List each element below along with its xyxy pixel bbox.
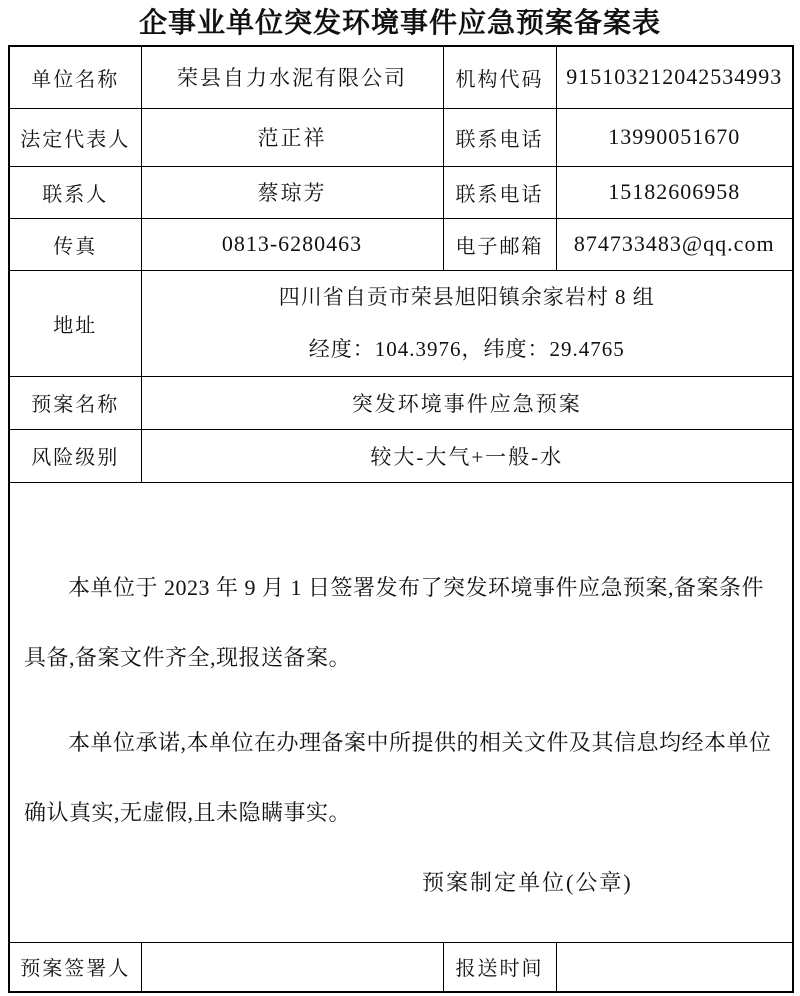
- email-value: 874733483@qq.com: [556, 218, 793, 270]
- signer-label: 预案签署人: [9, 942, 141, 992]
- table-row-address: [9, 270, 793, 376]
- plan-name-label: 预案名称: [9, 376, 141, 429]
- legal-rep-phone-value: 13990051670: [556, 108, 793, 166]
- seal-line: 预案制定单位(公章): [422, 869, 633, 895]
- contact-label: 联系人: [9, 166, 141, 218]
- contact-value: 蔡琼芳: [141, 166, 443, 218]
- declaration-cell: [9, 482, 793, 942]
- org-code-label: 机构代码: [443, 46, 556, 108]
- table-row-fax: [9, 218, 793, 270]
- filing-form-table: [8, 45, 794, 993]
- submit-time-value: [556, 942, 793, 992]
- legal-rep-label: 法定代表人: [9, 108, 141, 166]
- risk-level-label: 风险级别: [9, 429, 141, 482]
- table-row-contact: [9, 166, 793, 218]
- declaration-paragraph-2: 本单位承诺,本单位在办理备案中所提供的相关文件及其信息均经本单位确认真实,无虚假,且未隐瞒事实。: [24, 729, 772, 825]
- address-line1: 四川省自贡市荣县旭阳镇余家岩村 8 组: [278, 285, 655, 309]
- table-row-legal-rep: [9, 108, 793, 166]
- submit-time-label: 报送时间: [443, 942, 556, 992]
- unit-name-label: 单位名称: [9, 46, 141, 108]
- contact-phone-label: 联系电话: [443, 166, 556, 218]
- table-row-footer: [9, 942, 793, 992]
- table-row-plan-name: [9, 376, 793, 429]
- table-row-unit-name: [9, 46, 793, 108]
- table-row-risk-level: [9, 429, 793, 482]
- declaration-paragraph-1: 本单位于 2023 年 9 月 1 日签署发布了突发环境事件应急预案,备案条件具备,备案文件齐全,现报送备案。: [24, 574, 765, 670]
- contact-phone-value: 15182606958: [556, 166, 793, 218]
- page-title: 企事业单位突发环境事件应急预案备案表: [138, 8, 661, 39]
- signer-value: [141, 942, 443, 992]
- legal-rep-value: 范正祥: [141, 108, 443, 166]
- legal-rep-phone-label: 联系电话: [443, 108, 556, 166]
- address-label: 地址: [9, 270, 141, 376]
- risk-level-value: 较大-大气+一般-水: [141, 429, 793, 482]
- fax-label: 传真: [9, 218, 141, 270]
- address-value: [141, 270, 793, 376]
- address-line2: 经度：104.3976，纬度：29.4765: [308, 337, 625, 361]
- fax-value: 0813-6280463: [141, 218, 443, 270]
- email-label: 电子邮箱: [443, 218, 556, 270]
- table-row-declaration: [9, 482, 793, 942]
- plan-name-value: 突发环境事件应急预案: [141, 376, 793, 429]
- org-code-value: 915103212042534993: [556, 46, 793, 108]
- unit-name-value: 荣县自力水泥有限公司: [141, 46, 443, 108]
